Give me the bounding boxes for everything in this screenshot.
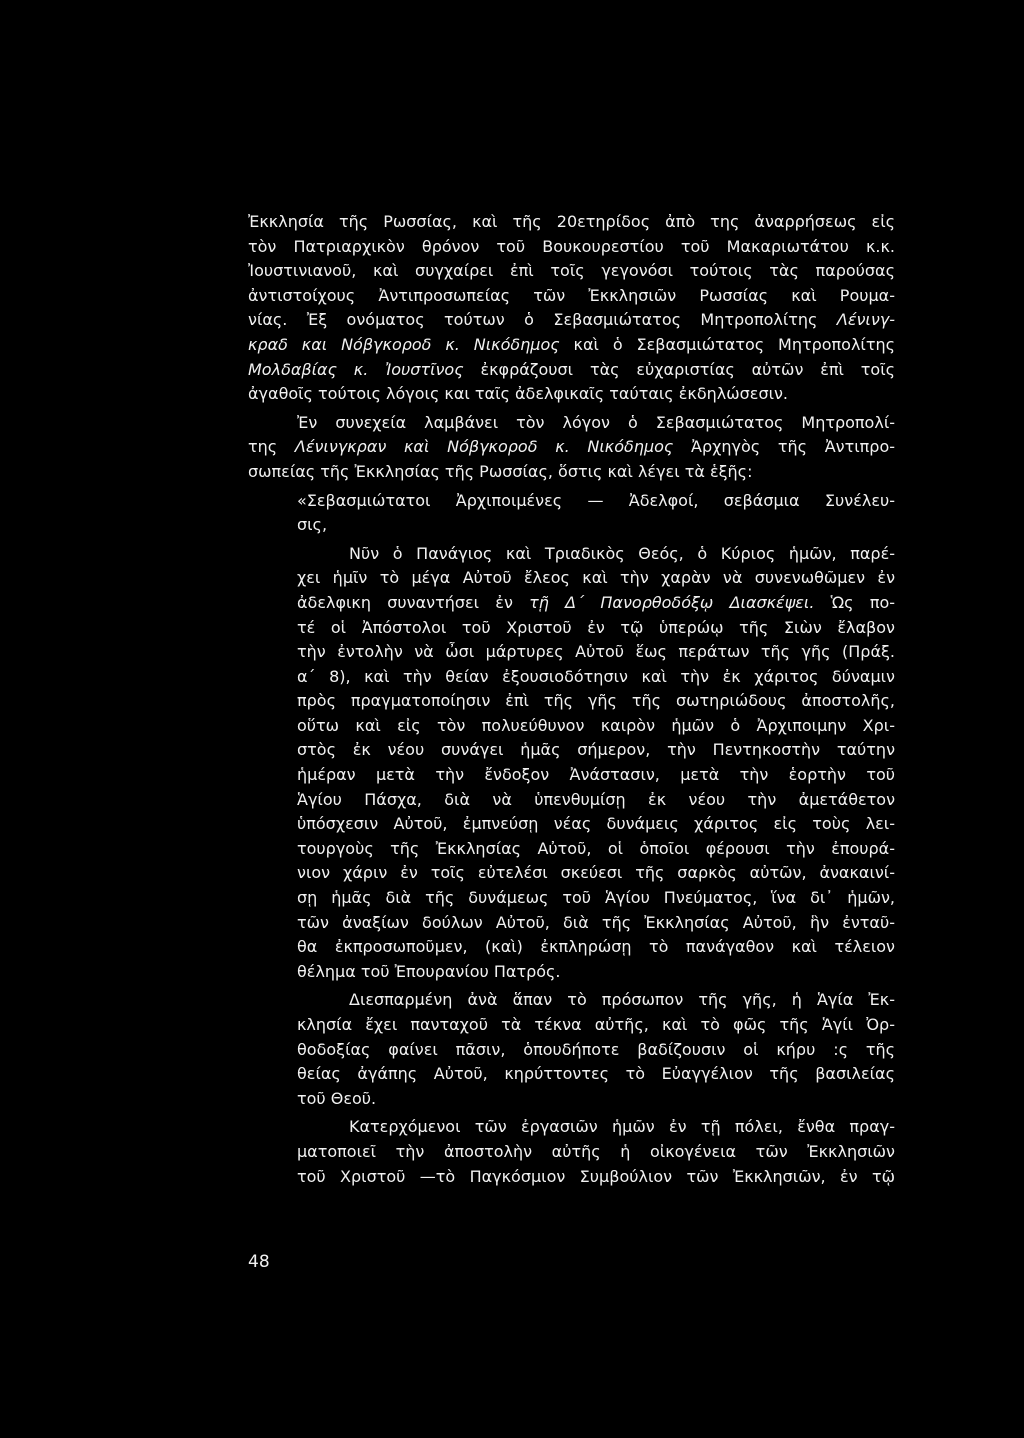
text-line xyxy=(248,358,895,383)
text-line xyxy=(248,284,895,309)
text-line xyxy=(297,489,895,514)
page-number: 48 xyxy=(248,1252,270,1272)
text-segment: Ἁγίου Πάσχα, διὰ νὰ ὑπενθυμίσῃ ἐκ νέου τὴν ἀμετάθετον xyxy=(297,789,895,809)
text-segment: α΄ 8), καὶ τὴν θείαν ἐξουσιοδότησιν καὶ τὴν ἐκ χάριτος δύναμιν xyxy=(297,666,895,686)
text-line xyxy=(297,566,895,591)
text-line xyxy=(248,333,895,358)
emphasis-text: Λένινγκραν καὶ Νόβγκοροδ κ. Νικόδημος xyxy=(294,437,674,457)
text-segment: Ἐκκλησία τῆς Ρωσσίας, καὶ τῆς 20ετηρίδος ἀπὸ της ἀναρρήσεως εἰς xyxy=(248,212,895,231)
text-segment: τοῦ Χριστοῦ —τὸ Παγκόσμιον Συμβούλιον τῶν Ἐκκλησιῶν, ἐν τῷ xyxy=(297,1166,895,1186)
line-text xyxy=(297,1165,895,1190)
text-segment: «Σεβασμιώτατοι Ἀρχιποιμένες — Ἀδελφοί, σεβάσμια Συνέλευ- xyxy=(297,490,895,510)
line-text xyxy=(248,210,895,235)
text-line xyxy=(248,259,895,284)
line-text xyxy=(297,1013,895,1038)
text-segment: κλησία ἔχει πανταχοῦ τὰ τέκνα αὐτῆς, καὶ τὸ φῶς τῆς Ἁγίι Ὀρ- xyxy=(297,1015,895,1034)
text-segment: σωπείας τῆς Ἐκκλησίας τῆς Ρωσσίας, ὅστις καὶ λέγει τὰ ἑξῆς: xyxy=(248,461,753,481)
text-segment: θοδοξίας φαίνει πᾶσιν, ὁπουδήποτε βαδίζουσιν οἱ κήρυ :ς τῆς xyxy=(297,1039,895,1059)
text-segment: θείας ἀγάπης Αὐτοῦ, κηρύττοντες τὸ Εὐαγγέλιον τῆς βασιλείας xyxy=(297,1064,895,1084)
line-text xyxy=(297,837,895,862)
line-text xyxy=(349,988,895,1013)
text-line xyxy=(297,861,895,886)
line-text xyxy=(297,1038,895,1063)
text-segment: ἀντιστοίχους Ἀντιπροσωπείας τῶν Ἐκκλησιῶν Ρωσσίας καὶ Ρουμα- xyxy=(248,285,895,305)
line-text xyxy=(297,616,895,641)
text-line xyxy=(297,1062,895,1087)
text-segment: ἀδελφικη συναντήσει ἐν xyxy=(297,592,530,612)
text-segment: ματοποιεῖ τὴν ἀποστολὴν αὐτῆς ἡ οἰκογένεια τῶν Ἐκκλησιῶν xyxy=(297,1141,895,1161)
text-line xyxy=(349,1115,895,1140)
line-text xyxy=(297,911,895,936)
line-text xyxy=(297,812,895,837)
text-line xyxy=(297,665,895,690)
line-text xyxy=(297,935,895,960)
text-line xyxy=(297,640,895,665)
text-line xyxy=(297,1140,895,1165)
speech-paragraph xyxy=(297,1115,895,1189)
text-segment: Διεσπαρμένη ἀνὰ ἅπαν τὸ πρόσωπον τῆς γῆς, ἡ Ἁγία Ἐκ- xyxy=(349,990,895,1010)
text-segment: τέ οἱ Ἀπόστολοι τοῦ Χριστοῦ ἐν τῷ ὑπερώῳ τῆς Σιὼν ἔλαβον xyxy=(297,617,895,637)
line-text xyxy=(349,1115,895,1140)
line-text xyxy=(297,886,895,911)
text-segment: Κατερχόμενοι τῶν ἐργασιῶν ἡμῶν ἐν τῇ πόλει, ἔνθα πραγ- xyxy=(349,1117,895,1137)
line-text xyxy=(297,714,895,739)
text-segment: οὕτω καὶ εἰς τὸν πολυεύθυνον καιρὸν ἡμῶν ὁ Ἀρχιποιμην Χρι- xyxy=(297,715,895,735)
text-segment: τοῦ Θεοῦ. xyxy=(297,1088,377,1108)
text-line xyxy=(297,911,895,936)
text-line xyxy=(349,542,895,567)
line-text xyxy=(297,1140,895,1165)
text-line xyxy=(297,738,895,763)
line-text xyxy=(297,640,895,665)
text-segment: Ἰουστινιανοῦ, καὶ συγχαίρει ἐπὶ τοῖς γεγονόσι τούτοις τὰς παρούσας xyxy=(248,261,895,281)
line-text xyxy=(248,284,895,309)
text-line xyxy=(297,837,895,862)
line-text xyxy=(248,333,895,358)
text-segment: ἐκφράζουσι τὰς εὐχαριστίας αὐτῶν ἐπὶ τοῖς xyxy=(463,359,896,379)
text-line xyxy=(297,513,895,538)
text-line xyxy=(349,988,895,1013)
line-text xyxy=(297,763,895,788)
line-text xyxy=(297,960,561,985)
text-segment: τὴν ἐντολὴν νὰ ὦσι μάρτυρες Αὐτοῦ ἕως περάτων τῆς γῆς (Πράξ. xyxy=(297,642,895,662)
line-text xyxy=(297,489,895,514)
text-segment: Ἀρχηγὸς τῆς Ἀντιπρο- xyxy=(673,437,896,457)
text-segment: Ἐν συνεχεία λαμβάνει τὸν λόγον ὁ Σεβασμιώτατος Μητροπολί- xyxy=(297,412,895,432)
text-segment: της xyxy=(248,437,295,457)
text-segment: σις, xyxy=(297,515,328,535)
line-text xyxy=(248,259,895,284)
line-text xyxy=(297,861,895,886)
text-segment: πρὸς πραγματοποίησιν ἐπὶ τῆς γῆς τῆς σωτηριώδους ἀποστολῆς, xyxy=(297,691,895,711)
line-text xyxy=(297,738,895,763)
text-line xyxy=(297,1165,895,1190)
emphasis-text: τῇ Δ΄ Πανορθοδόξῳ Διασκέψει. xyxy=(529,592,815,612)
text-segment: τὸν Πατριαρχικὸν θρόνον τοῦ Βουκουρεστίου τοῦ Μακαριωτάτου κ.κ. xyxy=(248,236,895,256)
text-line xyxy=(248,308,895,333)
line-text xyxy=(297,1087,376,1112)
text-segment: θέλημα τοῦ Ἐπουρανίου Πατρός. xyxy=(297,961,561,981)
line-text xyxy=(297,411,895,436)
text-line xyxy=(297,616,895,641)
text-segment: τῶν ἀναξίων δούλων Αὐτοῦ, διὰ τῆς Ἐκκλησίας Αὐτοῦ, ἣν ἐνταῦ- xyxy=(297,912,895,932)
line-text xyxy=(297,1062,895,1087)
line-text xyxy=(297,788,895,813)
text-segment: Ὡς πο- xyxy=(814,592,896,612)
text-line xyxy=(297,935,895,960)
text-segment: Νῦν ὁ Πανάγιος καὶ Τριαδικὸς Θεός, ὁ Κύριος ἡμῶν, παρέ- xyxy=(349,543,895,563)
text-line xyxy=(248,460,895,485)
line-text xyxy=(248,358,895,383)
text-line xyxy=(297,960,895,985)
text-segment: ὑπόσχεσιν Αὐτοῦ, ἐμπνεύσῃ νέας δυνάμεις χάριτος εἰς τοὺς λει- xyxy=(297,814,895,834)
text-segment: ἀγαθοῖς τούτοις λόγοις και ταῖς ἀδελφικαῖς ταύταις ἐκδηλώσεσιν. xyxy=(248,384,789,404)
text-line xyxy=(297,1038,895,1063)
paragraph xyxy=(248,210,895,407)
emphasis-text: κραδ και Νόβγκοροδ κ. Νικόδημος xyxy=(248,334,560,354)
text-line xyxy=(297,886,895,911)
text-segment: καὶ ὁ Σεβασμιώτατος Μητροπολίτης xyxy=(559,334,896,354)
line-text xyxy=(297,689,895,714)
text-segment: σῃ ἡμᾶς διὰ τῆς δυνάμεως τοῦ Ἁγίου Πνεύματος, ἵνα δι᾿ ἡμῶν, xyxy=(297,888,895,908)
line-text xyxy=(248,308,895,333)
text-line xyxy=(297,591,895,616)
emphasis-text: Λένινγ- xyxy=(836,310,895,330)
text-segment: χει ἡμῖν τὸ μέγα Αὐτοῦ ἔλεος καὶ τὴν χαρὰν νὰ συνενωθῶμεν ἐν xyxy=(297,568,895,588)
line-text xyxy=(248,435,895,460)
line-text xyxy=(248,460,752,485)
text-segment: στὸς ἐκ νέου συνάγει ἡμᾶς σήμερον, τὴν Πεντηκοστὴν ταύτην xyxy=(297,740,895,760)
text-line xyxy=(297,1087,895,1112)
text-line xyxy=(248,235,895,260)
text-segment: τουργοὺς τῆς Ἐκκλησίας Αὐτοῦ, οἱ ὁποῖοι φέρουσι τὴν ἐπουρά- xyxy=(297,838,895,858)
paragraph xyxy=(248,411,895,485)
text-line xyxy=(297,763,895,788)
line-text xyxy=(297,591,895,616)
text-line xyxy=(248,210,895,235)
line-text xyxy=(297,566,895,591)
text-line xyxy=(297,714,895,739)
text-segment: νίας. Ἐξ ονόματος τούτων ὁ Σεβασμιώτατος Μητροπολίτης xyxy=(248,310,837,330)
speech-paragraph xyxy=(297,988,895,1111)
text-segment: θα ἐκπροσωποῦμεν, (καὶ) ἐκπληρώσῃ τὸ πανάγαθον καὶ τέλειον xyxy=(297,937,895,957)
emphasis-text: Μολδαβίας κ. Ἰουστῖνος xyxy=(248,359,464,379)
text-body xyxy=(248,210,895,1189)
text-line xyxy=(297,788,895,813)
line-text xyxy=(248,382,788,407)
text-line xyxy=(248,435,895,460)
text-line xyxy=(297,689,895,714)
line-text xyxy=(248,235,895,260)
speech-paragraph xyxy=(297,542,895,985)
text-line xyxy=(297,812,895,837)
text-line xyxy=(297,1013,895,1038)
text-segment: ἡμέραν μετὰ τὴν ἔνδοξον Ἀνάστασιν, μετὰ τὴν ἑορτὴν τοῦ xyxy=(297,765,895,785)
line-text xyxy=(297,665,895,690)
line-text xyxy=(349,542,895,567)
line-text xyxy=(297,513,327,538)
text-segment: νιον χάριν ἐν τοῖς εὐτελέσι σκεύεσι τῆς σαρκὸς αὐτῶν, ἀνακαινί- xyxy=(297,863,895,883)
speech-salutation xyxy=(297,489,895,538)
text-line xyxy=(248,382,895,407)
text-line xyxy=(297,411,895,436)
